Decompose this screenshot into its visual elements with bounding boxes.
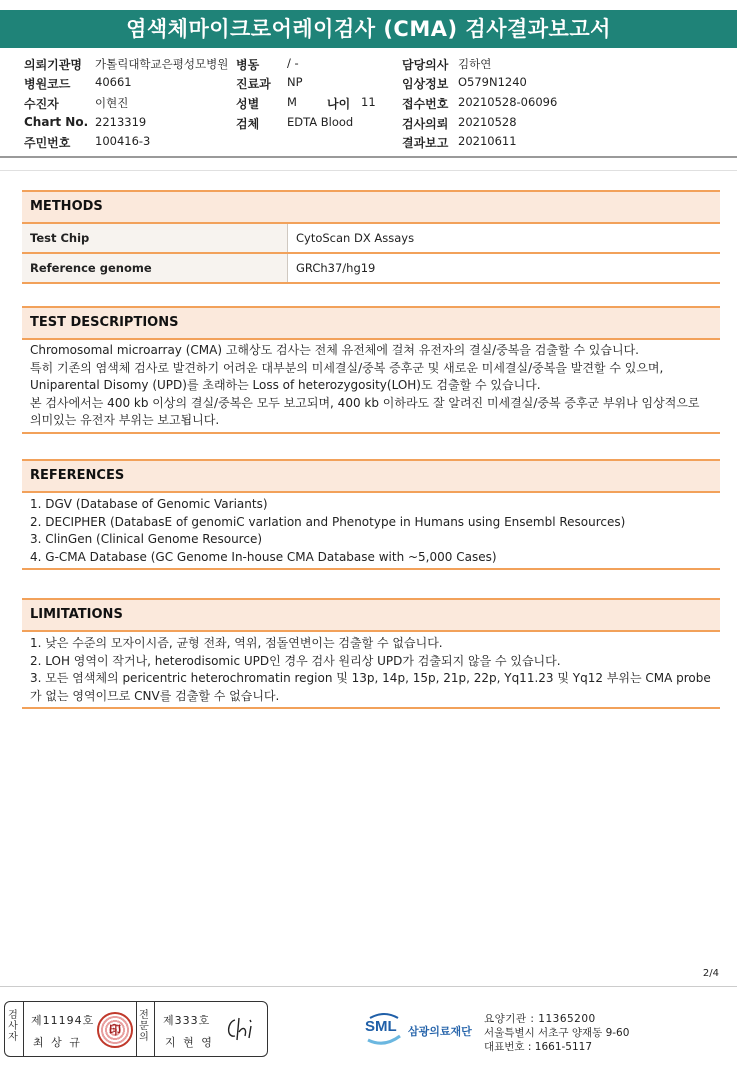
examiner-name: 최 상 규: [33, 1036, 82, 1049]
header-divider-light: [0, 170, 737, 171]
footer-divider: [0, 986, 737, 987]
list-item: 3. 모든 염색체의 pericentric heterochromatin region 및 13p, 14p, 15p, 21p, 22p, Yq11.23 및 Yq12 부위는 CMA probe가 없는 영역이므로 CNV를 검출할 수 없습니다.: [30, 671, 711, 703]
list-item: 4. G-CMA Database (GC Genome In-house CMA Database with ~5,000 Cases): [30, 549, 497, 564]
limitations-body: [22, 632, 720, 709]
resident-label: 주민번호: [24, 136, 71, 150]
resident-value: 100416-3: [95, 134, 151, 148]
care-institution-number: 요양기관 : 11365200: [484, 1013, 596, 1025]
sml-logo: SML: [364, 1010, 404, 1046]
report-title: 염색체마이크로어레이검사 (CMA) 검사결과보고서: [0, 10, 737, 48]
specimen-label: 검체: [236, 117, 260, 131]
divider: [136, 1002, 137, 1056]
test-request-value: 20210528: [458, 115, 517, 129]
test-chip-value: CytoScan DX Assays: [288, 224, 721, 253]
list-item: 2. DECIPHER (DatabasE of genomiC varIation and Phenotype in Humans using Ensembl Resources): [30, 514, 626, 529]
clinical-label: 임상정보: [402, 77, 449, 91]
org-name: 삼광의료재단: [408, 1025, 472, 1038]
age-label: 나이: [327, 97, 351, 111]
dept-value: NP: [287, 75, 303, 89]
divider: [154, 1002, 155, 1056]
hospital-code-value: 40661: [95, 75, 132, 89]
divider: [23, 1002, 24, 1056]
methods-table: [22, 224, 720, 284]
dept-label: 진료과: [236, 77, 271, 91]
list-item: 1. 낮은 수준의 모자이시즘, 균형 전좌, 역위, 점돌연변이는 검출할 수 없습니다.: [30, 636, 443, 650]
test-request-label: 검사의뢰: [402, 117, 449, 131]
chart-value: 2213319: [95, 115, 147, 129]
specialist-name: 지 현 영: [165, 1036, 214, 1049]
description-line: 본 검사에서는 400 kb 이상의 결실/중복은 모두 보고되며, 400 kb 이하라도 잘 알려진 미세결실/중복 증후군 부위나 임상적으로 의미있는 유전자 부위는 보고됩니다.: [30, 395, 700, 427]
specialist-label: 전문의: [139, 1010, 149, 1043]
doctor-label: 담당의사: [402, 58, 449, 72]
methods-heading: METHODS: [22, 190, 720, 224]
org-phone: 대표번호 : 1661-5117: [484, 1041, 593, 1053]
page-number: 2/4: [702, 968, 719, 979]
chart-label: Chart No.: [24, 115, 89, 129]
receipt-label: 접수번호: [402, 97, 449, 111]
test-chip-label: Test Chip: [22, 224, 288, 253]
description-line: 특히 기존의 염색체 검사로 발견하기 어려운 대부분의 미세결실/중복 증후군 및 새로운 미세결실/중복을 발견할 수 있으며, Uniparental Disomy (UPD)를 초래하는 Loss of heterozygosity(LOH)도 검출할 수 있습니다.: [30, 360, 664, 392]
report-date-value: 20210611: [458, 134, 517, 148]
descriptions-section: [22, 306, 720, 434]
methods-section: [22, 190, 720, 284]
header-divider: [0, 156, 737, 158]
ward-value: / -: [287, 56, 299, 70]
sex-label: 성별: [236, 97, 260, 111]
signature-icon: [223, 1014, 261, 1044]
description-line: Chromosomal microarray (CMA) 고해상도 검사는 전체 유전체에 걸쳐 유전자의 결실/중복을 검출할 수 있습니다.: [30, 343, 639, 357]
receipt-value: 20210528-06096: [458, 95, 558, 109]
doctor-value: 김하연: [458, 57, 492, 71]
age-value: 11: [361, 95, 376, 109]
requester-label: 의뢰기관명: [24, 58, 82, 72]
reference-genome-value: GRCh37/hg19: [288, 253, 721, 283]
references-heading: REFERENCES: [22, 459, 720, 493]
table-row: [22, 253, 720, 283]
list-item: 1. DGV (Database of Genomic Variants): [30, 497, 268, 511]
references-body: [22, 493, 720, 570]
examiner-label: 검사자: [8, 1010, 18, 1043]
specimen-value: EDTA Blood: [287, 115, 354, 129]
requester-value: 가톨릭대학교은평성모병원: [95, 57, 229, 71]
ward-label: 병동: [236, 58, 260, 72]
signature-box: [4, 1001, 268, 1057]
list-item: 3. ClinGen (Clinical Genome Resource): [30, 532, 263, 546]
hospital-code-label: 병원코드: [24, 77, 71, 91]
org-address: 서울특별시 서초구 양재동 9-60: [484, 1027, 630, 1039]
limitations-section: [22, 598, 720, 709]
patient-label: 수진자: [24, 97, 59, 111]
clinical-value: O579N1240: [458, 75, 527, 89]
reference-genome-label: Reference genome: [22, 253, 288, 283]
descriptions-heading: TEST DESCRIPTIONS: [22, 306, 720, 340]
list-item: 2. LOH 영역이 작거나, heterodisomic UPD인 경우 검사 원리상 UPD가 검출되지 않을 수 있습니다.: [30, 653, 561, 668]
references-section: [22, 459, 720, 570]
limitations-heading: LIMITATIONS: [22, 598, 720, 632]
patient-value: 이현진: [95, 96, 129, 110]
specialist-license: 제333호: [163, 1014, 211, 1027]
seal-icon: 印: [97, 1012, 133, 1048]
report-date-label: 결과보고: [402, 136, 449, 150]
sex-value: M: [287, 95, 297, 109]
examiner-license: 제11194호: [31, 1014, 95, 1027]
descriptions-body: [22, 340, 720, 434]
table-row: [22, 224, 720, 253]
